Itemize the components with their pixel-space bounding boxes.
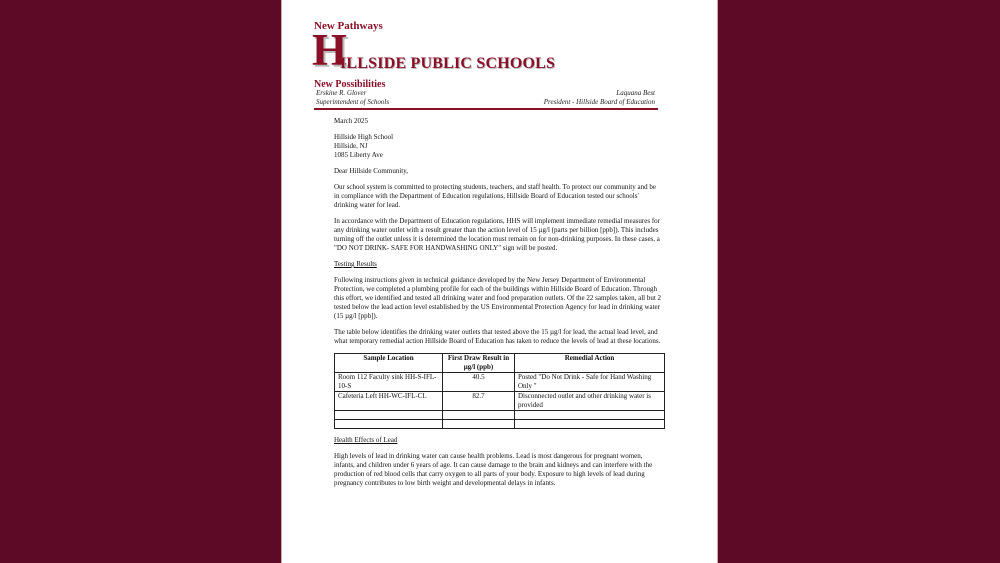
results-table	[334, 353, 665, 429]
school-name: ILLSIDE PUBLIC SCHOOLS	[340, 55, 556, 72]
letter-page	[282, 0, 717, 563]
heading-testing-results: Testing Results	[334, 260, 377, 268]
board-president-name: Laquana Best	[616, 89, 655, 97]
cell-result: 82.7	[443, 392, 515, 411]
paragraph-regulations: In accordance with the Department of Education regulations, HHS will implement immediate remedial measures for any drinking water outlet with a result greater than the action level of 15 µg/l (parts per billion [ppb]). This includes turning off the outlet unless it is determined the location must remain on for non-drinking purposes. In these cases, a "DO NOT DRINK- SAFE FOR HANDWASHING ONLY" sign will be posted.	[334, 217, 660, 252]
table-row-empty	[335, 420, 665, 429]
cell-location: Cafeteria Left HH-WC-IFL-CL	[335, 392, 443, 411]
heading-health-effects: Health Effects of Lead	[334, 436, 398, 444]
tagline-top: New Pathways	[314, 20, 383, 32]
superintendent-name: Erskine R. Glover	[316, 89, 367, 97]
header-rule	[314, 108, 658, 110]
paragraph-table-intro: The table below identifies the drinking water outlets that tested above the 15 µg/l for lead, the actual lead level, and what temporary remedial action Hillside Board of Education has taken to reduce the levels of lead at these locations.	[334, 328, 661, 345]
board-president-block	[544, 89, 655, 107]
table-row-empty	[335, 411, 665, 420]
column-header: Remedial Action	[515, 354, 665, 373]
tagline-bottom: New Possibilities	[314, 79, 386, 90]
column-header: Sample Location	[335, 354, 443, 373]
cell-action: Posted "Do Not Drink - Safe for Hand Washing Only "	[515, 373, 665, 392]
table-row	[335, 392, 665, 411]
cell-location: Room 112 Faculty sink HH-S-IFL-10-S	[335, 373, 443, 392]
table-row	[335, 373, 665, 392]
address-line: Hillside High School	[334, 133, 394, 141]
paragraph-health: High levels of lead in drinking water can cause health problems. Lead is most dangerous for pregnant women, infants, and children under 6 years of age. It can cause damage to the brain and kidneys and can interfere with the production of red blood cells that carry oxygen to all parts of your body. Exposure to high levels of lead during pregnancy contributes to low birth weight and developmental delays in infants.	[334, 452, 653, 487]
table-header-row	[335, 354, 665, 373]
superintendent-title: Superintendent of Schools	[316, 98, 390, 106]
address-block	[334, 133, 662, 160]
letter-body	[334, 117, 662, 495]
cell-result: 40.5	[443, 373, 515, 392]
paragraph-commitment: Our school system is committed to protecting students, teachers, and staff health. To protect our community and be in compliance with the Department of Education regulations, Hillside Board of Education tested our schools' drinking water for lead.	[334, 183, 656, 209]
letter-date: March 2025	[334, 117, 369, 125]
cell-action: Disconnected outlet and other drinking water is provided	[515, 392, 665, 411]
superintendent-block	[316, 89, 389, 107]
salutation: Dear Hillside Community,	[334, 167, 409, 175]
column-header: First Draw Result in µg/l (ppb)	[443, 354, 515, 373]
address-line: 1085 Liberty Ave	[334, 151, 383, 159]
address-line: Hillside, NJ	[334, 142, 368, 150]
board-president-title: President - Hillside Board of Education	[543, 98, 655, 106]
logo-initial: H	[312, 25, 347, 75]
paragraph-testing: Following instructions given in technical guidance developed by the New Jersey Department of Environmental Protection, we completed a plumbing profile for each of the buildings within Hillside Board of Education. Through this effort, we identified and tested all drinking water and food preparation outlets. Of the 22 samples taken, all but 2 tested below the lead action level established by the US Environmental Protection Agency for lead in drinking water (15 µg/l [ppb]).	[334, 276, 662, 320]
